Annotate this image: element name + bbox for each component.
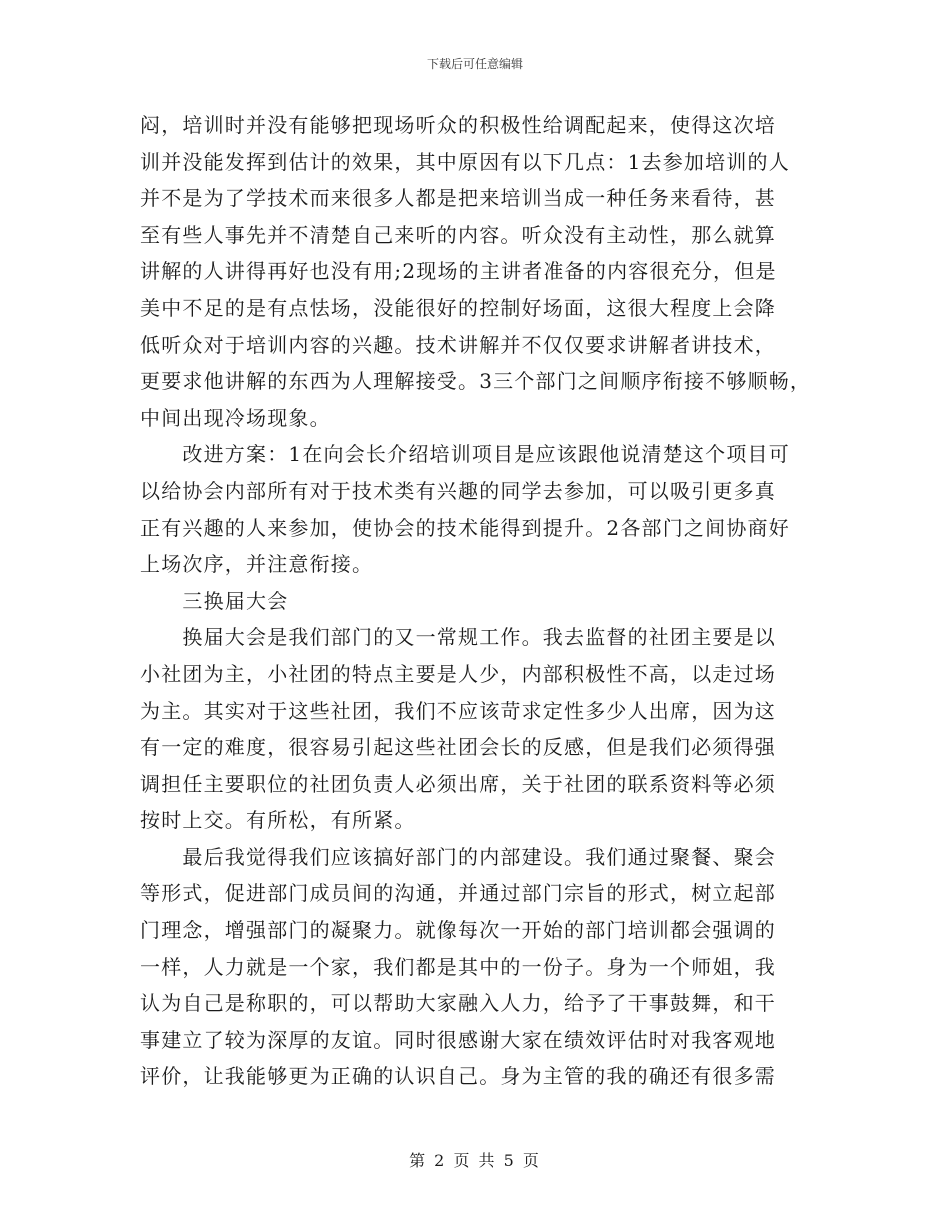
text-line: 为主。其实对于这些社团，我们不应该苛求定性多少人出席，因为这 (140, 698, 776, 723)
text-line: 评价，让我能够更为正确的认识自己。身为主管的我的确还有很多需 (140, 1064, 776, 1089)
text-line: 等形式，促进部门成员间的沟通，并通过部门宗旨的形式，树立起部 (140, 881, 776, 906)
text-line: 讲解的人讲得再好也没有用;2现场的主讲者准备的内容很充分，但是 (140, 259, 777, 284)
text-line: 更要求他讲解的东西为人理解接受。3三个部门之间顺序衔接不够顺畅， (140, 369, 812, 394)
text-line: 事建立了较为深厚的友谊。同时很感谢大家在绩效评估时对我客观地 (140, 1027, 776, 1052)
text-line: 正有兴趣的人来参加，使协会的技术能得到提升。2各部门之间协商好 (140, 515, 790, 540)
text-line: 认为自己是称职的，可以帮助大家融入人力，给予了干事鼓舞，和干 (140, 991, 776, 1016)
text-line: 美中不足的是有点怯场，没能很好的控制好场面，这很大程度上会降 (140, 295, 776, 320)
text-line: 门理念，增强部门的凝聚力。就像每次一开始的部门培训都会强调的 (140, 918, 776, 943)
page-header: 下载后可任意编辑 (426, 57, 523, 71)
page-number: 第 2 页 共 5 页 (409, 1151, 541, 1170)
text-line: 最后我觉得我们应该搞好部门的内部建设。我们通过聚餐、聚会 (140, 844, 776, 869)
text-line: 一样，人力就是一个家，我们都是其中的一份子。身为一个师姐，我 (140, 954, 776, 979)
text-line: 训并没能发挥到估计的效果，其中原因有以下几点：1去参加培训的人 (140, 149, 790, 174)
text-line: 调担任主要职位的社团负责人必须出席，关于社团的联系资料等必须 (140, 771, 776, 796)
text-line: 有一定的难度，很容易引起这些社团会长的反感，但是我们必须得强 (140, 735, 776, 760)
text-line: 上场次序，并注意衔接。 (140, 552, 374, 577)
text-line: 改进方案：1在向会长介绍培训项目是应该跟他说清楚这个项目可 (140, 442, 790, 467)
text-line: 以给协会内部所有对于技术类有兴趣的同学去参加，可以吸引更多真 (140, 478, 776, 503)
text-line: 闷，培训时并没有能够把现场听众的积极性给调配起来，使得这次培 (140, 113, 776, 137)
text-line: 中间出现冷场现象。 (140, 405, 331, 430)
text-line: 小社团为主，小社团的特点主要是人少，内部积极性不高，以走过场 (140, 661, 776, 686)
text-line: 并不是为了学技术而来很多人都是把来培训当成一种任务来看待，甚 (140, 186, 776, 211)
text-line: 低听众对于培训内容的兴趣。技术讲解并不仅仅要求讲解者讲技术， (140, 332, 776, 357)
text-line: 按时上交。有所松，有所紧。 (140, 808, 416, 833)
section-heading: 三换届大会 (140, 588, 289, 613)
text-line: 换届大会是我们部门的又一常规工作。我去监督的社团主要是以 (140, 625, 776, 650)
document-body (140, 107, 830, 1095)
text-line: 至有些人事先并不清楚自己来听的内容。听众没有主动性，那么就算 (140, 222, 776, 247)
